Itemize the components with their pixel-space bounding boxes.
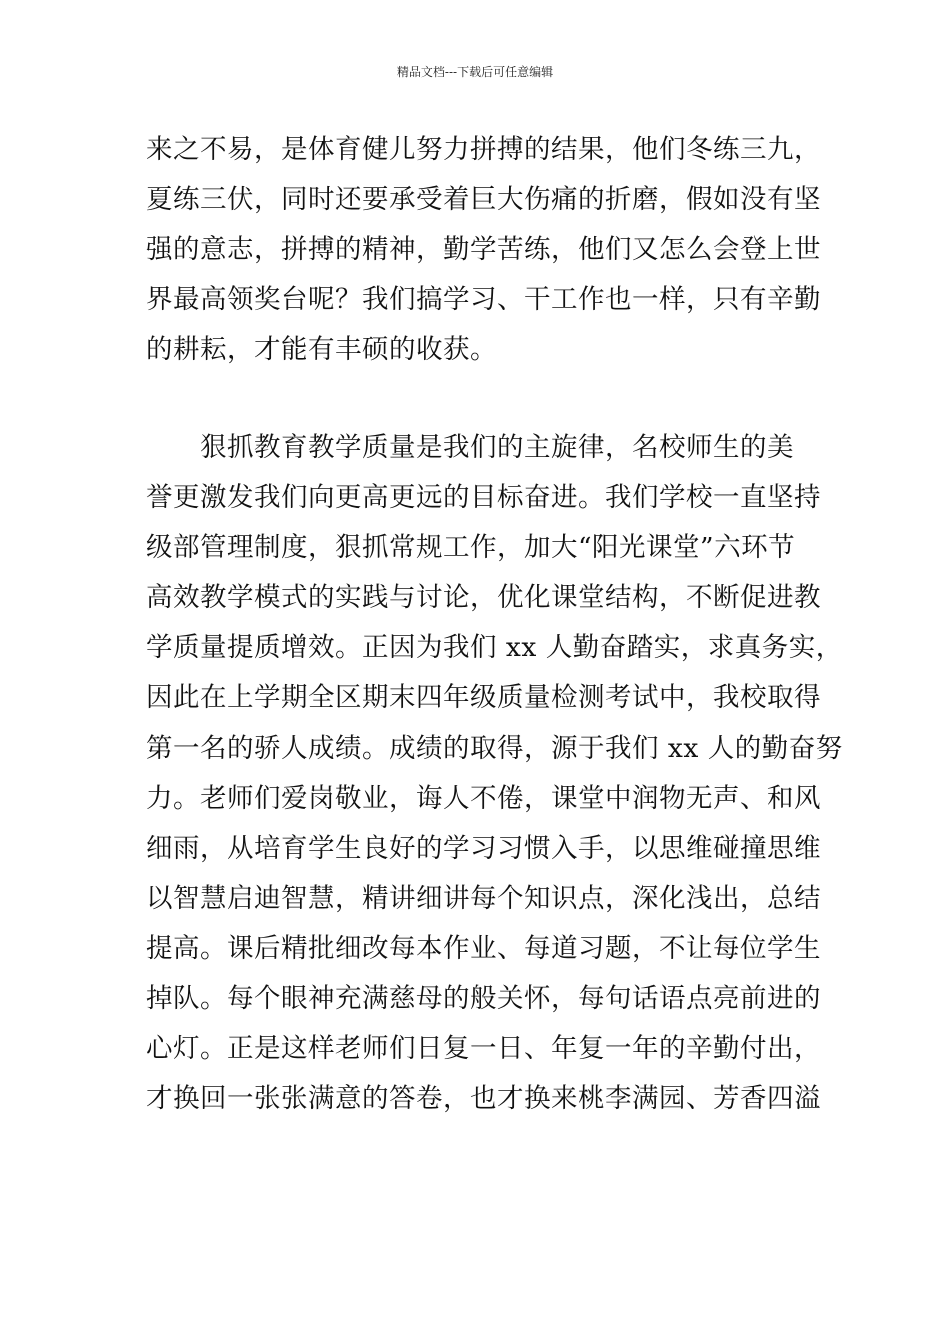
text-line: 细雨，从培育学生良好的学习习惯入手，以思维碰撞思维	[146, 832, 821, 864]
text-line: 高效教学模式的实践与讨论，优化课堂结构，不断促进教	[146, 582, 821, 614]
paragraph-1	[146, 125, 821, 375]
text-line: 才换回一张张满意的答卷，也才换来桃李满园、芳香四溢	[146, 1083, 821, 1115]
text-line: 提高。课后精批细改每本作业、每道习题，不让每位学生	[146, 932, 821, 964]
text-line: 第一名的骄人成绩。成绩的取得，源于我们 xx 人的勤奋努	[146, 732, 843, 764]
text-line: 誉更激发我们向更高更远的目标奋进。我们学校一直坚持	[146, 482, 821, 514]
text-line: 狠抓教育教学质量是我们的主旋律，名校师生的美	[146, 432, 794, 463]
text-line: 的耕耘，才能有丰硕的收获。	[146, 334, 497, 366]
page-header: 精品文档---下载后可任意编辑	[396, 65, 554, 79]
text-line: 掉队。每个眼神充满慈母的般关怀，每句话语点亮前进的	[146, 983, 821, 1015]
text-line: 夏练三伏，同时还要承受着巨大伤痛的折磨，假如没有坚	[146, 184, 821, 216]
text-line: 力。老师们爱岗敬业，诲人不倦，课堂中润物无声、和风	[146, 782, 821, 814]
text-line: 界最高领奖台呢？我们搞学习、干工作也一样，只有辛勤	[146, 284, 821, 316]
text-line: 心灯。正是这样老师们日复一日、年复一年的辛勤付出，	[146, 1033, 821, 1065]
paragraph-2	[146, 423, 843, 1124]
text-line: 学质量提质增效。正因为我们 xx 人勤奋踏实，求真务实，	[146, 632, 843, 664]
text-line: 来之不易，是体育健儿努力拼搏的结果，他们冬练三九，	[146, 134, 821, 165]
text-line: 强的意志，拼搏的精神，勤学苦练，他们又怎么会登上世	[146, 234, 821, 266]
text-line: 因此在上学期全区期末四年级质量检测考试中，我校取得	[146, 682, 821, 714]
text-line: 以智慧启迪智慧，精讲细讲每个知识点，深化浅出，总结	[146, 882, 821, 914]
text-line: 级部管理制度，狠抓常规工作，加大“阳光课堂”六环节	[146, 532, 796, 564]
